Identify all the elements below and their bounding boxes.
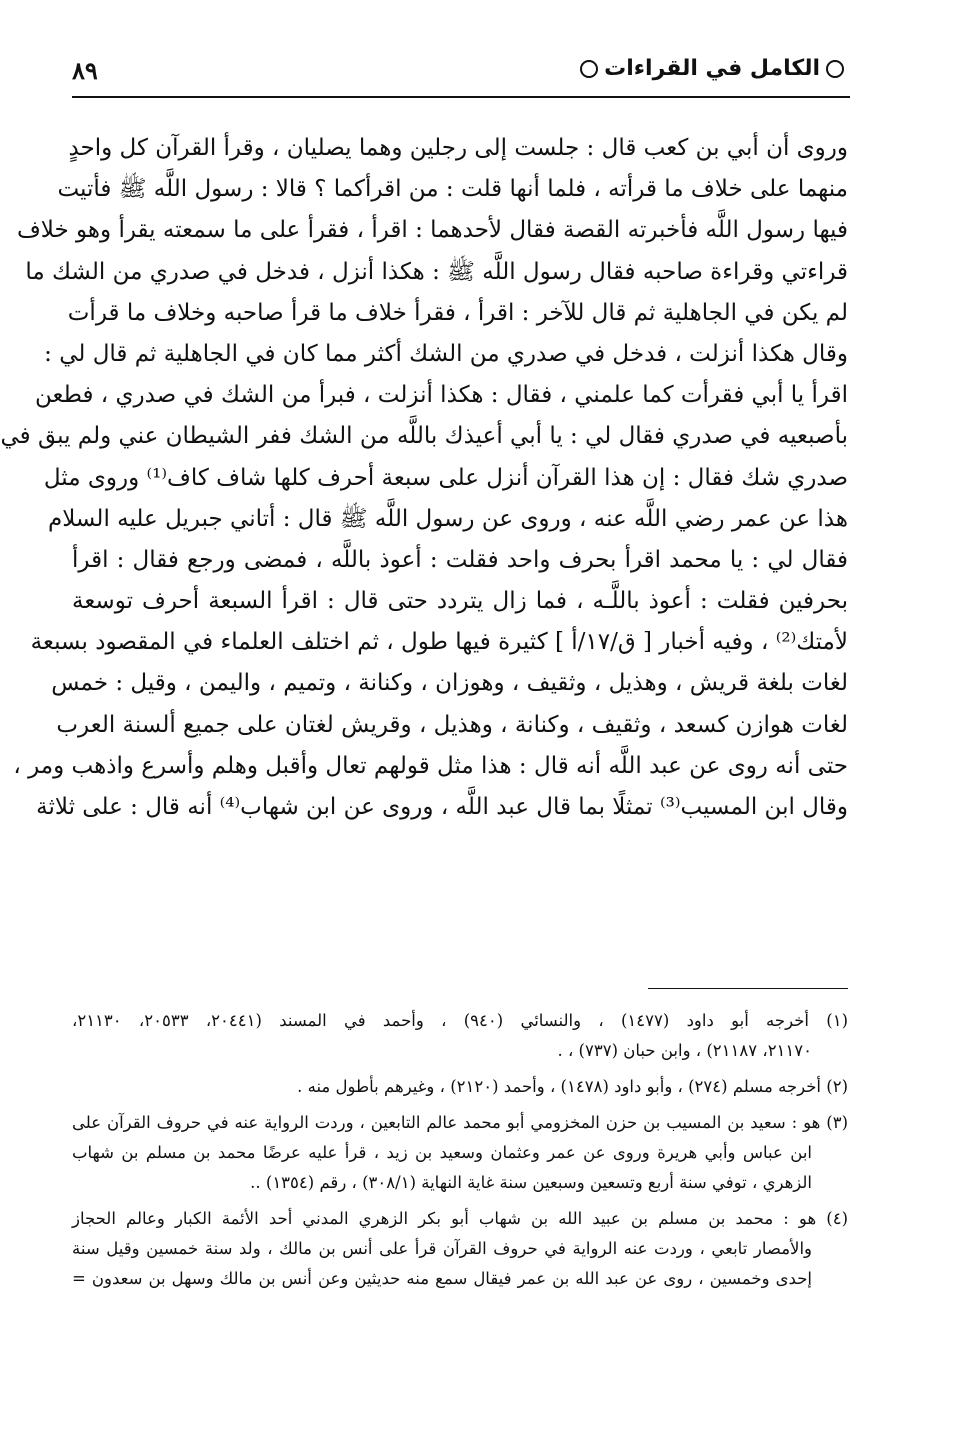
- footnote-line: إحدى وخمسين ، روى عن عبد الله بن عمر فيقال سمع منه حديثين وعن أنس بن مالك وسهل بن سعدون =: [72, 1269, 812, 1288]
- text-line: بأصبعيه في صدري فقال لي : يا أبي أعيذك باللَّه من الشك ففر الشيطان عني ولم يبق في: [0, 423, 848, 450]
- text-line: اقرأ يا أبي فقرأت كما علمني ، فقال : هكذا أنزلت ، فبرأ من الشك في صدري ، فطعن: [34, 382, 848, 409]
- footnote-line: الزهري ، توفي سنة أربع وتسعين وسبعين سنة غاية النهاية (٣٠٨/١) ، رقم (١٣٥٤) ..: [250, 1173, 812, 1192]
- text-line: لغات هوازن كسعد ، وثقيف ، وكنانة ، وهذيل ، وقريش لغتان على جميع ألسنة العرب: [56, 711, 848, 738]
- book-title-text: الكامل في القراءات: [604, 56, 820, 81]
- text-line: صدري شك فقال : إن هذا القرآن أنزل على سبعة أحرف كلها شاف كاف⁽¹⁾ وروى مثل: [43, 464, 848, 491]
- footnote-4: [72, 1204, 848, 1294]
- footnote-line: (٤) هو : محمد بن مسلم بن عبيد الله بن شهاب أبو بكر الزهري المدني أحد الأئمة الكبار وعالم الحجاز: [72, 1209, 848, 1228]
- text-line: منهما على خلاف ما قرأته ، فلما أنها قلت : من اقرأكما ؟ قالا : رسول اللَّه ﷺ فأتيت: [57, 176, 848, 203]
- text-line: بحرفين فقلت : أعوذ باللَّـه ، فما زال يتردد حتى قال : اقرأ السبعة أحرف توسعة: [72, 588, 848, 615]
- footnote-rule: [648, 988, 848, 989]
- page-number: ٨٩: [72, 56, 98, 85]
- text-line: وقال ابن المسيب⁽³⁾ تمثلًا بما قال عبد اللَّه ، وروى عن ابن شهاب⁽⁴⁾ أنه قال : على ثلاثة: [36, 794, 848, 820]
- text-line: فقال لي : يا محمد اقرأ بحرف واحد فقلت : أعوذ باللَّه ، فمضى ورجع فقال : اقرأ: [72, 546, 848, 573]
- footnote-line: ٢١١٧٠، ٢١١٨٧) ، وابن حبان (٧٣٧) ، .: [557, 1041, 812, 1060]
- header-rule: [72, 96, 850, 98]
- footnote-2: [72, 1072, 848, 1102]
- text-line: لأمتك⁽²⁾ ، وفيه أخبار [ ق/١٧/أ ] كثيرة فيها طول ، ثم اختلف العلماء في المقصود بسبعة: [30, 629, 848, 656]
- text-line: لغات بلغة قريش ، وهذيل ، وثقيف ، وهوزان ، وكنانة ، وتميم ، واليمن ، وقيل : خمس: [51, 670, 848, 697]
- text-line: لم يكن في الجاهلية ثم قال للآخر : اقرأ ، فقرأ خلاف ما قرأ صاحبه وخلاف ما قرأت: [67, 299, 848, 326]
- text-line: وقال هكذا أنزلت ، فدخل في صدري من الشك أكثر مما كان في الجاهلية ثم قال لي :: [44, 340, 848, 367]
- circle-ornament-icon: [580, 60, 598, 78]
- running-header: [72, 50, 850, 100]
- footnote-line: (٢) أخرجه مسلم (٢٧٤) ، وأبو داود (١٤٧٨) ، وأحمد (٢١٢٠) ، وغيرهم بأطول منه .: [297, 1077, 848, 1096]
- footnote-1: [72, 1006, 848, 1066]
- text-line: هذا عن عمر رضي اللَّه عنه ، وروى عن رسول اللَّه ﷺ قال : أتاني جبريل عليه السلام: [47, 505, 848, 532]
- footnote-line: (٣) هو : سعيد بن المسيب بن حزن المخزومي أبو محمد عالم التابعين ، وردت الرواية عنه في حروف القرآن على: [72, 1113, 848, 1132]
- footnote-line: ابن عباس وأبي هريرة وروى عن عمر وعثمان وسعيد بن زيد ، قرأ عليه عرضًا محمد بن مسلم بن شهاب: [72, 1143, 812, 1162]
- footnote-line: (١) أخرجه أبو داود (١٤٧٧) ، والنسائي (٩٤٠) ، وأحمد في المسند (٢٠٤٤١، ٢٠٥٣٣، ٢١١٣٠،: [72, 1011, 849, 1030]
- footnote-3: [72, 1108, 848, 1198]
- text-line: قراءتي وقراءة صاحبه فقال رسول اللَّه ﷺ : هكذا أنزل ، فدخل في صدري من الشك ما: [25, 258, 848, 285]
- footnote-line: والأمصار تابعي ، وردت عنه الرواية في حروف القرآن قرأ على أنس بن مالك ، ولد سنة خمسين وقيل سنة: [72, 1239, 812, 1258]
- book-title: [574, 56, 850, 81]
- text-line: وروى أن أبي بن كعب قال : جلست إلى رجلين وهما يصليان ، وقرأ القرآن كل واحدٍ: [68, 135, 848, 161]
- main-text: [0, 128, 848, 828]
- text-line: فيها رسول اللَّه فأخبرته القصة فقال لأحدهما : اقرأ ، فقرأ على ما سمعته يقرأ وهو خلاف: [16, 217, 848, 244]
- footnotes: [72, 1006, 848, 1294]
- text-line: حتى أنه روى عن عبد اللَّه أنه قال : هذا مثل قولهم تعال وأقبل وهلم وأسرع واذهب ومر ،: [13, 752, 848, 779]
- circle-ornament-icon: [826, 60, 844, 78]
